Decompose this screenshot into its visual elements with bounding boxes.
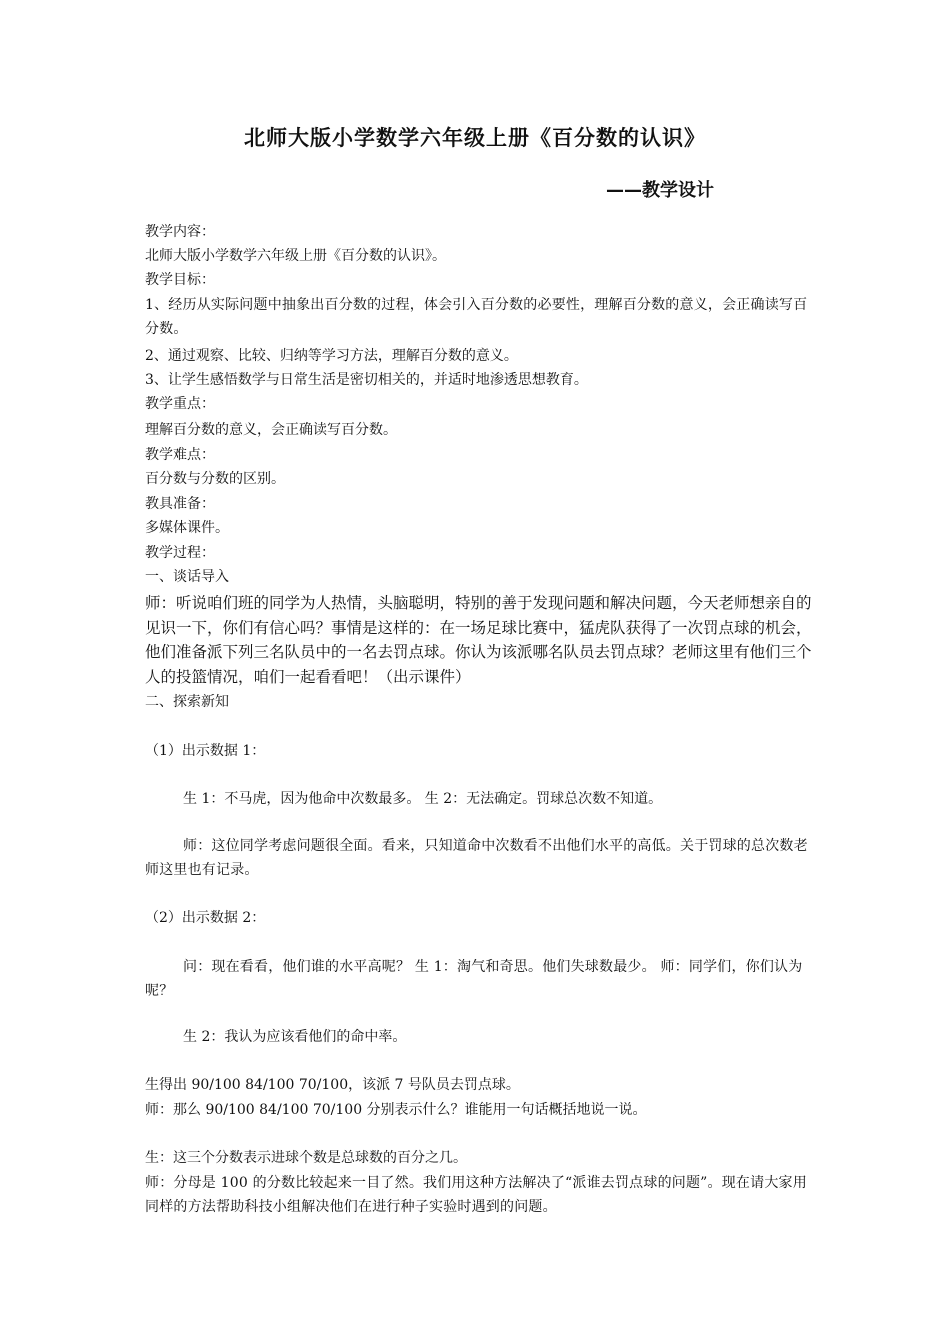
section-1-heading: 一、谈话导入: [145, 569, 229, 585]
difficulty-text: 百分数与分数的区别。: [145, 471, 285, 487]
tools-text: 多媒体课件。: [145, 520, 229, 536]
key-label: 教学重点：: [145, 396, 215, 412]
goal-1: 1、经历从实际问题中抽象出百分数的过程，体会引入百分数的必要性，理解百分数的意义，会正确读写百分数。: [145, 297, 808, 337]
difficulty-label: 教学难点：: [145, 447, 215, 463]
data-1-label: （1）出示数据 1：: [145, 743, 266, 759]
document-subtitle: ——教学设计: [606, 180, 714, 201]
content-text: 北师大版小学数学六年级上册《百分数的认识》。: [145, 248, 446, 264]
document-title: 北师大版小学数学六年级上册《百分数的认识》: [244, 126, 706, 150]
content-label: 教学内容：: [145, 224, 215, 240]
tools-label: 教具准备：: [145, 496, 215, 512]
goals-label: 教学目标：: [145, 272, 215, 288]
teacher-1: 师：这位同学考虑问题很全面。看来，只知道命中次数看不出他们水平的高低。关于罚球的总次数老师这里也有记录。: [145, 838, 808, 878]
goal-3: 3、让学生感悟数学与日常生活是密切相关的，并适时地渗透思想教育。: [145, 372, 588, 388]
question-2: 问：现在看看，他们谁的水平高呢？ 生 1：淘气和奇思。他们失球数最少。 师：同学们，你们认为呢？: [145, 959, 803, 999]
result-line: 生得出 90/100 84/100 70/100，该派 7 号队员去罚点球。: [145, 1077, 520, 1093]
student-answer: 生：这三个分数表示进球个数是总球数的百分之几。: [145, 1150, 467, 1166]
key-text: 理解百分数的意义，会正确读写百分数。: [145, 422, 397, 438]
teacher-question: 师：那么 90/100 84/100 70/100 分别表示什么？谁能用一句话概括地说一说。: [145, 1102, 647, 1118]
intro-paragraph: 师：听说咱们班的同学为人热情，头脑聪明，特别的善于发现问题和解决问题，今天老师想亲自的见识一下，你们有信心吗？事情是这样的：在一场足球比赛中，猛虎队获得了一次罚点球的机会，他们准备派下列三名队员中的一名去罚点球。你认为该派哪名队员去罚点球？老师这里有他们三个人的投篮情况，咱们一起看看吧！（出示课件）: [145, 594, 812, 686]
teacher-conclusion: 师：分母是 100 的分数比较起来一目了然。我们用这种方法解决了“派谁去罚点球的问题”。现在请大家用同样的方法帮助科技小组解决他们在进行种子实验时遇到的问题。: [145, 1175, 807, 1215]
data-2-label: （2）出示数据 2：: [145, 910, 266, 926]
answer-1: 生 1：不马虎，因为他命中次数最多。 生 2：无法确定。罚球总次数不知道。: [183, 791, 663, 807]
section-2-heading: 二、探索新知: [145, 694, 229, 710]
process-label: 教学过程：: [145, 545, 215, 561]
goal-2: 2、通过观察、比较、归纳等学习方法，理解百分数的意义。: [145, 348, 518, 364]
answer-2: 生 2：我认为应该看他们的命中率。: [183, 1029, 407, 1045]
